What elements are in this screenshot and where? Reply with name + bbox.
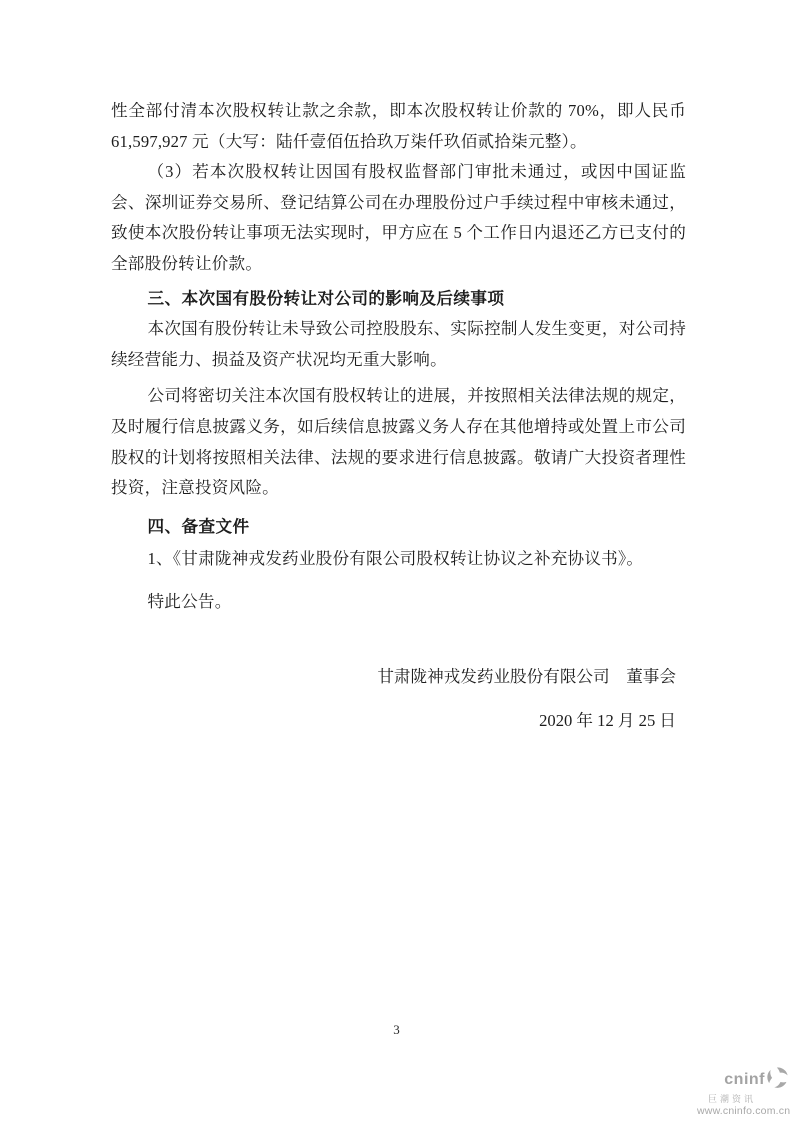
- cninfo-logo: [697, 1066, 789, 1118]
- signature-date: 2020 年 12 月 25 日: [539, 711, 676, 731]
- paragraph-closing: 特此公告。: [147, 591, 232, 611]
- cninfo-chinese-name: 巨潮资讯: [707, 1093, 756, 1104]
- cninfo-brand-text: cninf: [724, 1071, 765, 1088]
- cninfo-url: www.cninfo.com.cn: [697, 1105, 791, 1118]
- page-number: 3: [393, 1022, 400, 1037]
- section-heading-4: 四、备查文件: [147, 516, 250, 536]
- paragraph-clause-3: （3）若本次股权转让因国有股权监督部门审批未通过，或因中国证监会、深圳证券交易所、登记结算公司在办理股份过户手续过程中审核未通过，致使本次股份转让事项无法实现时，甲方应在 5 个工作日内退还乙方已支付的全部股份转让价款。: [111, 162, 686, 273]
- section-heading-3: 三、本次国有股份转让对公司的影响及后续事项: [147, 288, 505, 308]
- paragraph-balance-payment: 性全部付清本次股权转让款之余款，即本次股权转让价款的 70%，即人民币 61,597,927 元（大写：陆仟壹佰伍拾玖万柒仟玖佰贰拾柒元整）。: [111, 101, 686, 151]
- signature-block: [111, 662, 686, 737]
- paragraph-reference-file: 1、《甘肃陇神戎发药业股份有限公司股权转让协议之补充协议书》。: [147, 549, 644, 569]
- cninfo-logo-top: [697, 1066, 789, 1094]
- paragraph-impact: 本次国有股份转让未导致公司控股股东、实际控制人发生变更，对公司持续经营能力、损益及资产状况均无重大影响。: [111, 319, 686, 369]
- signature-company: 甘肃陇神戎发药业股份有限公司 董事会: [377, 666, 676, 686]
- cninfo-swirl-icon: [766, 1066, 789, 1094]
- announcement-body: [111, 96, 686, 737]
- paragraph-disclosure: 公司将密切关注本次国有股权转让的进展，并按照相关法律法规的规定，及时履行信息披露义务，如后续信息披露义务人存在其他增持或处置上市公司股权的计划将按照相关法律、法规的要求进行信息披露。敬请广大投资者理性投资，注意投资风险。: [111, 386, 686, 498]
